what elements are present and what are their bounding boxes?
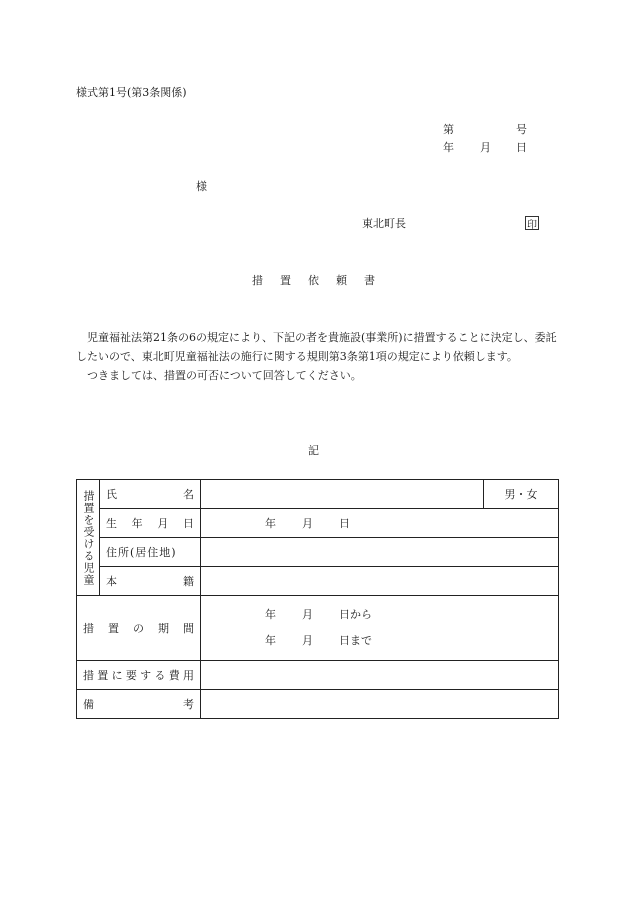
doc-number-suffix: 号 <box>516 123 527 136</box>
record-heading: 記 <box>308 444 319 457</box>
birth-label: 生 年 月 日 <box>100 509 201 538</box>
details-table <box>76 479 559 719</box>
name-label: 氏 名 <box>100 480 201 509</box>
birth-date-field[interactable]: 年 月 日 <box>201 509 559 538</box>
table-row-name <box>77 480 559 509</box>
title-char: 頼 <box>336 274 347 287</box>
sex-field[interactable]: 男・女 <box>484 480 559 509</box>
title-char: 依 <box>308 274 319 287</box>
form-number: 様式第1号(第3条関係) <box>76 86 187 99</box>
table-row-birth <box>77 509 559 538</box>
remarks-label: 備 考 <box>77 690 201 719</box>
document-title <box>252 275 375 286</box>
date-year: 年 <box>443 141 454 154</box>
body-text <box>76 328 558 385</box>
title-char: 置 <box>280 274 291 287</box>
cost-label: 措 置 に 要 す る 費 用 <box>77 661 201 690</box>
doc-number-prefix: 第 <box>443 123 454 136</box>
address-field[interactable] <box>201 538 559 567</box>
table-row-period <box>77 596 559 661</box>
address-label: 住所(居住地) <box>100 538 201 567</box>
table-row-cost <box>77 661 559 690</box>
seal-stamp: 印 <box>525 216 539 230</box>
cost-field[interactable] <box>201 661 559 690</box>
domicile-field[interactable] <box>201 567 559 596</box>
domicile-label: 本 籍 <box>100 567 201 596</box>
table-row-address <box>77 538 559 567</box>
table-row-remarks <box>77 690 559 719</box>
period-field[interactable]: 年 月 日から 年 月 日まで <box>201 596 559 661</box>
group-label: 措置を受ける児童 <box>77 480 100 596</box>
date-month: 月 <box>480 141 491 154</box>
table-row-domicile <box>77 567 559 596</box>
remarks-field[interactable] <box>201 690 559 719</box>
date-day: 日 <box>516 141 527 154</box>
title-char: 措 <box>252 274 263 287</box>
body-paragraph-1: 児童福祉法第21条の6の規定により、下記の者を貴施設(事業所)に措置することに決定し、委託したいので、東北町児童福祉法の施行に関する規則第3条第1項の規定により依頼します。 <box>76 331 557 363</box>
addressee-honorific: 様 <box>196 180 207 193</box>
period-label: 措 置 の 期 間 <box>77 596 201 661</box>
sender-title: 東北町長 <box>362 217 406 230</box>
body-paragraph-2: つきましては、措置の可否について回答してください。 <box>87 369 362 382</box>
title-char: 書 <box>364 274 375 287</box>
name-field[interactable] <box>201 480 484 509</box>
